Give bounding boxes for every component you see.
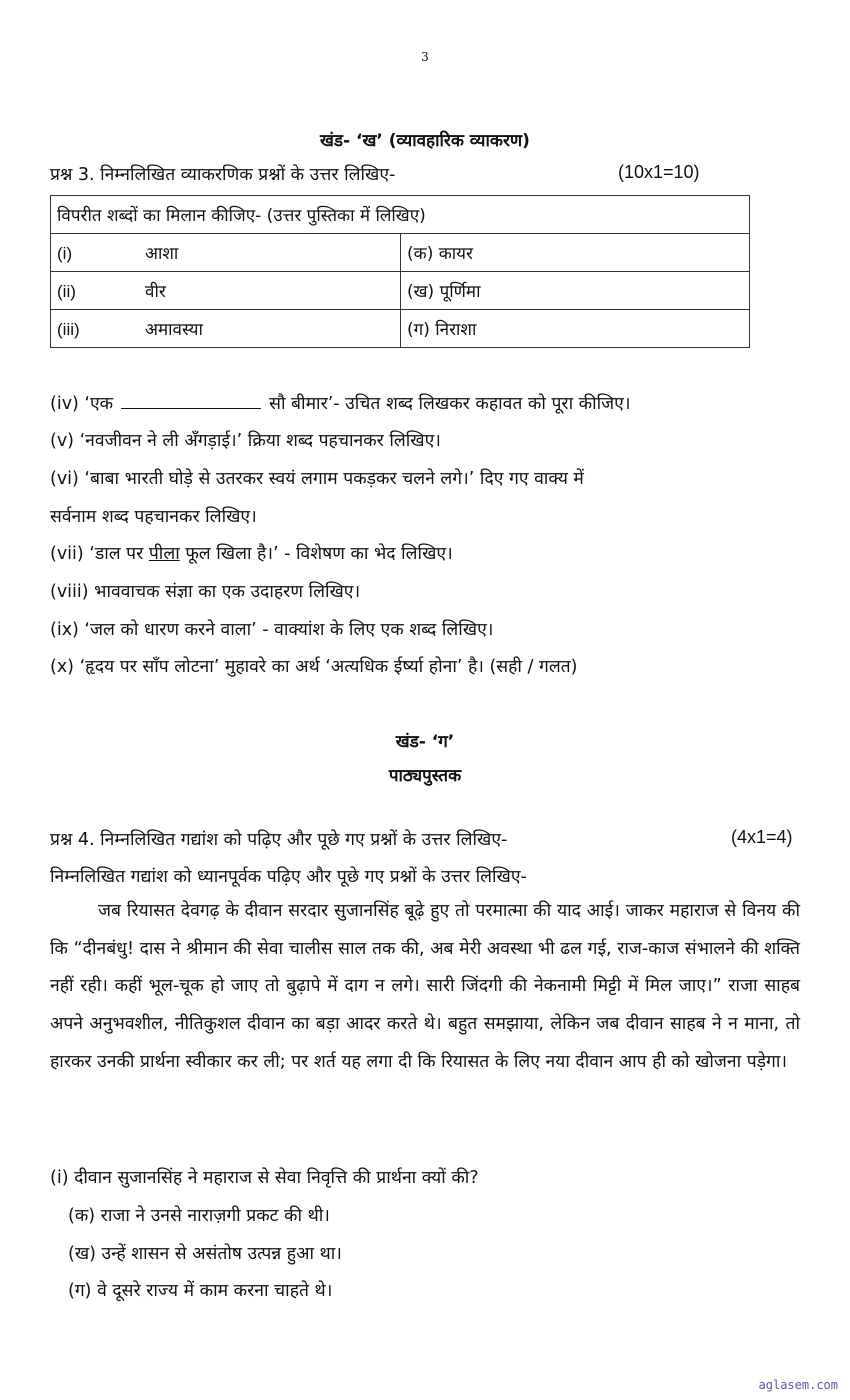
table-row (51, 310, 750, 348)
question-vi-line1: (vi) ‘बाबा भारती घोड़े से उतरकर स्वयं लगाम पकड़कर चलने लगे।’ दिए गए वाक्य में (50, 469, 584, 489)
section-b-heading: खंड- ‘ख’ (व्यावहारिक व्याकरण) (320, 131, 530, 151)
question-viii: (viii) भाववाचक संज्ञा का एक उदाहरण लिखिए। (50, 582, 361, 602)
table-row (51, 272, 750, 310)
question-iv-prefix: (iv) ‘एक (50, 394, 114, 414)
question-iv (50, 391, 630, 415)
question-vii-prefix: (vii) ‘डाल पर (50, 544, 144, 564)
question-4-marks: (4x1=4) (731, 827, 793, 847)
antonym-match-table (50, 195, 750, 348)
prose-passage (50, 893, 800, 1082)
match-table-instruction: विपरीत शब्दों का मिलान कीजिए- (उत्तर पुस्तिका में लिखिए) (51, 196, 750, 234)
question-4-label: प्रश्न 4. निम्नलिखित गद्यांश को पढ़िए और पूछे गए प्रश्नों के उत्तर लिखिए- (50, 830, 508, 850)
question-v: (v) ‘नवजीवन ने ली अँगड़ाई।’ क्रिया शब्द पहचानकर लिखिए। (50, 431, 441, 451)
row-number: (iii) (57, 320, 80, 339)
watermark: aglasem.com (758, 1378, 838, 1392)
row-option: (क) कायर (401, 234, 750, 272)
question-vi-line2: सर्वनाम शब्द पहचानकर लिखिए। (50, 507, 257, 527)
sub-question-1: (i) दीवान सुजानसिंह ने महाराज से सेवा निवृत्ति की प्रार्थना क्यों की? (50, 1168, 479, 1188)
table-row (51, 234, 750, 272)
question-vii-suffix: फूल खिला है।’ - विशेषण का भेद लिखिए। (185, 544, 453, 564)
underlined-adjective: पीला (148, 544, 180, 564)
question-vii (50, 541, 453, 565)
row-number: (ii) (57, 282, 76, 301)
question-4-instruction: निम्नलिखित गद्यांश को ध्यानपूर्वक पढ़िए और पूछे गए प्रश्नों के उत्तर लिखिए- (50, 867, 527, 887)
section-c-heading: खंड- ‘ग’ (395, 732, 455, 752)
fill-in-blank (121, 392, 261, 409)
page-number: 3 (421, 50, 429, 64)
option-kha: (ख) उन्हें शासन से असंतोष उत्पन्न हुआ था। (68, 1244, 342, 1264)
option-ga: (ग) वे दूसरे राज्य में काम करना चाहते थे। (68, 1281, 333, 1301)
row-number: (i) (57, 244, 73, 263)
option-ka: (क) राजा ने उनसे नाराज़गी प्रकट की थी। (68, 1206, 330, 1226)
question-3-label: प्रश्न 3. निम्नलिखित व्याकरणिक प्रश्नों के उत्तर लिखिए- (50, 165, 396, 185)
passage-text: जब रियासत देवगढ़ के दीवान सरदार सुजानसिंह बूढ़े हुए तो परमात्मा की याद आई। जाकर महाराज से विनय की कि “दीनबंधु! दास ने श्रीमान की सेवा चालीस साल तक की, अब मेरी अवस्था भी ढल गई, राज-काज संभालने की शक्ति नहीं रही। कहीं भूल-चूक हो जाए तो बुढ़ापे में दाग न लगे। सारी जिंदगी की नेकनामी मिट्टी में मिल जाए।” राजा साहब अपने अनुभवशील, नीतिकुशल दीवान का बड़ा आदर करते थे। बहुत समझाया, लेकिन जब दीवान साहब ने न माना, तो हारकर उनकी प्रार्थना स्वीकार कर ली; पर शर्त यह लगा दी कि रियासत के लिए नया दीवान आप ही को खोजना पड़ेगा। (50, 901, 800, 1072)
question-3-marks: (10x1=10) (618, 162, 700, 182)
row-word: अमावस्या (145, 320, 203, 340)
row-word: आशा (145, 244, 179, 264)
row-option: (ख) पूर्णिमा (401, 272, 750, 310)
question-x: (x) ‘हृदय पर साँप लोटना’ मुहावरे का अर्थ ‘अत्यधिक ईर्ष्या होना’ है। (सही / गलत) (50, 657, 578, 677)
section-c-subheading: पाठ्यपुस्तक (388, 766, 462, 786)
question-ix: (ix) ‘जल को धारण करने वाला’ - वाक्यांश के लिए एक शब्द लिखिए। (50, 620, 494, 640)
question-iv-suffix: सौ बीमार’- उचित शब्द लिखकर कहावत को पूरा कीजिए। (269, 394, 631, 414)
row-word: वीर (145, 282, 166, 302)
row-option: (ग) निराशा (401, 310, 750, 348)
